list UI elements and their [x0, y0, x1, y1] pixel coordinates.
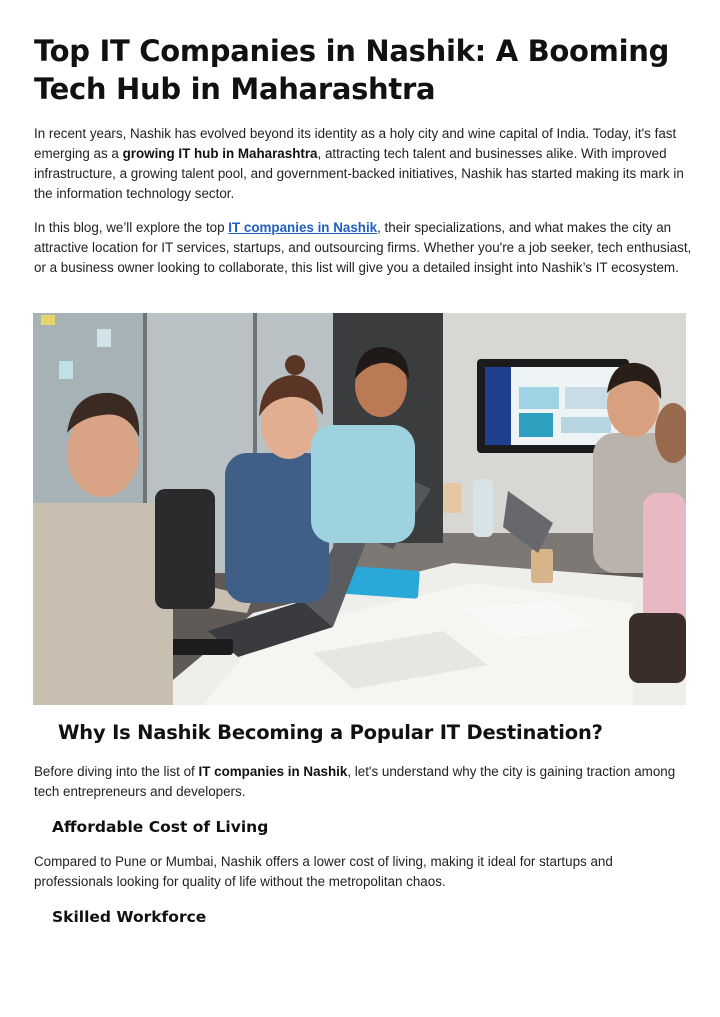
intro-text-2: , attracting tech talent and businesses alike. With improved infrastructure, a growing talent pool, and government-backed initiatives, Nashik has started making its mark in the information technology sector.: [34, 146, 684, 201]
article-title: Top IT Companies in Nashik: A Booming Tech Hub in Maharashtra: [34, 34, 670, 106]
cost-of-living-heading: Affordable Cost of Living: [52, 818, 269, 836]
office-team-photo: [33, 313, 686, 705]
intro-text-1: In recent years, Nashik has evolved beyond its identity as a holy city and wine capital of India. Today, it's fast emerging as a: [34, 126, 677, 161]
intro-paragraph: [34, 124, 694, 204]
blog-text-2: , their specializations, and what makes the city an attractive location for IT services, startups, and outsourcing firms. Whether you're a job seeker, tech enthusiast, or a business owner looking to collaborate, this list will give you a detailed insight into Nashik’s IT ecosystem.: [34, 220, 692, 275]
it-companies-link[interactable]: IT companies in Nashik: [228, 220, 378, 235]
blog-paragraph: [34, 218, 694, 278]
why-nashik-paragraph: [34, 762, 694, 802]
intro-bold-phrase: growing IT hub in Maharashtra: [122, 146, 318, 161]
why-text-1: Before diving into the list of: [34, 764, 199, 779]
skilled-workforce-heading: Skilled Workforce: [52, 908, 207, 926]
why-text-2: , let's understand why the city is gaining traction among tech entrepreneurs and developers.: [34, 764, 676, 799]
cost-of-living-paragraph: Compared to Pune or Mumbai, Nashik offers a lower cost of living, making it ideal for startups and professionals looking for quality of life without the metropolitan chaos.: [34, 854, 613, 889]
why-bold-phrase: IT companies in Nashik: [198, 764, 348, 779]
blog-text-1: In this blog, we’ll explore the top: [34, 220, 229, 235]
why-nashik-heading: Why Is Nashik Becoming a Popular IT Destination?: [58, 721, 603, 744]
